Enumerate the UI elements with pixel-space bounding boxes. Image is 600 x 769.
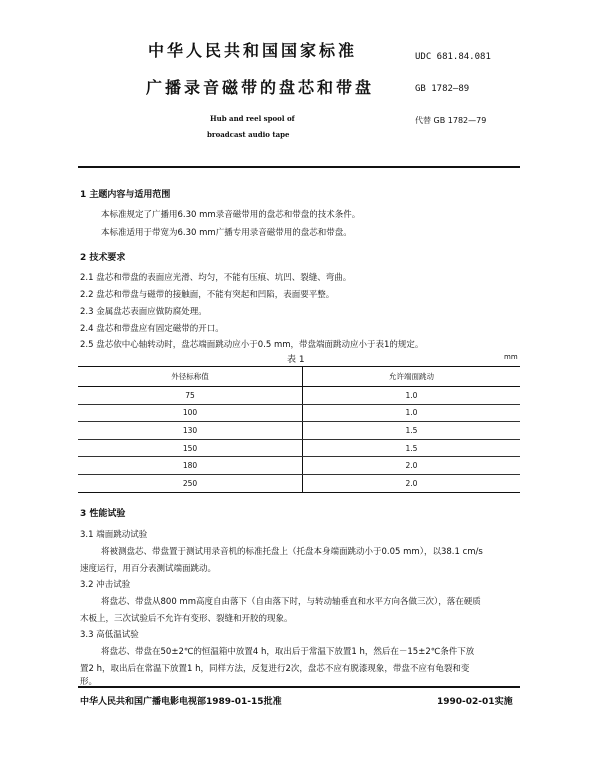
table-cell-runout: 2.0 (303, 474, 521, 492)
implementation-date: 1990-02-01实施 (437, 697, 513, 707)
clause-3-3-title: 3.3 高低温试验 (80, 630, 139, 640)
document-title: 广播录音磁带的盘芯和带盘 (146, 78, 375, 97)
udc-code: UDC 681.84.081 (415, 52, 491, 62)
table-cell-runout: 1.5 (303, 422, 521, 440)
table-cell-diameter: 100 (78, 404, 303, 422)
table-1-caption: 表 1 (287, 355, 305, 365)
clause-3-3-line-2: 置2 h，取出后在常温下放置1 h，同样方法，反复进行2次，盘芯不应有脱漆现象，带盘不应有龟裂和变 (80, 664, 470, 674)
clause-2-5: 2.5 盘芯依中心轴转动时，盘芯端面跳动应小于0.5 mm，带盘端面跳动应小于表1的规定。 (80, 340, 424, 350)
table-cell-diameter: 150 (78, 439, 303, 457)
clause-3-1-line-2: 速度运行，用百分表测试端面跳动。 (80, 564, 217, 574)
section-3-heading: 3 性能试验 (80, 509, 126, 519)
english-title-line2: broadcast audio tape (207, 130, 290, 139)
national-standard-heading: 中华人民共和国国家标准 (148, 41, 358, 60)
table-header-runout: 允许端面跳动 (303, 367, 521, 387)
section-2-heading: 2 技术要求 (80, 253, 126, 263)
table-header-row (78, 367, 520, 387)
table-header-outer-diameter: 外径标称值 (78, 367, 303, 387)
table-1 (78, 366, 520, 493)
table-1-unit: mm (504, 353, 518, 361)
table-cell-runout: 1.0 (303, 387, 521, 405)
table-row (78, 404, 520, 422)
clause-3-2-line-1: 将盘芯、带盘从800 mm高度自由落下（自由落下时，与转动轴垂直和水平方向各做三次），落在硬质 (101, 597, 481, 607)
english-title-line1: Hub and reel spool of (210, 114, 295, 123)
table-cell-diameter: 130 (78, 422, 303, 440)
header-divider (78, 166, 520, 168)
table-row (78, 422, 520, 440)
replaces-standard: 代替 GB 1782—79 (415, 116, 487, 125)
clause-3-1-line-1: 将被测盘芯、带盘置于测试用录音机的标准托盘上（托盘本身端面跳动小于0.05 mm），以38.1 cm/s (101, 547, 483, 557)
table-row (78, 439, 520, 457)
clause-3-2-title: 3.2 冲击试验 (80, 580, 131, 590)
table-cell-diameter: 250 (78, 474, 303, 492)
section-1-heading: 1 主题内容与适用范围 (80, 190, 171, 200)
clause-3-1-title: 3.1 端面跳动试验 (80, 530, 148, 540)
table-cell-runout: 2.0 (303, 457, 521, 475)
table-row (78, 474, 520, 492)
clause-2-2: 2.2 盘芯和带盘与磁带的接触面，不能有突起和凹陷，表面要平整。 (80, 290, 335, 300)
table-cell-diameter: 75 (78, 387, 303, 405)
table-cell-runout: 1.0 (303, 404, 521, 422)
section-1-paragraph-1: 本标准规定了广播用6.30 mm录音磁带用的盘芯和带盘的技术条件。 (101, 210, 361, 220)
clause-2-4: 2.4 盘芯和带盘应有固定磁带的开口。 (80, 324, 224, 334)
section-1-paragraph-2: 本标准适用于带宽为6.30 mm广播专用录音磁带用的盘芯和带盘。 (101, 228, 352, 238)
table-row (78, 457, 520, 475)
clause-3-2-line-2: 木板上，三次试验后不允许有变形、裂缝和开胶的现象。 (80, 614, 293, 624)
table-row (78, 387, 520, 405)
table-cell-runout: 1.5 (303, 439, 521, 457)
clause-2-3: 2.3 金属盘芯表面应做防腐处理。 (80, 307, 207, 317)
gb-number: GB 1782—89 (415, 84, 470, 94)
clause-3-3-line-3: 形。 (80, 677, 98, 687)
clause-3-3-line-1: 将盘芯、带盘在50±2℃的恒温箱中放置4 h，取出后于常温下放置1 h，然后在－15±2℃条件下放 (101, 647, 475, 657)
approval-line: 中华人民共和国广播电影电视部1989-01-15批准 (80, 697, 282, 707)
footer-divider (78, 686, 520, 688)
table-cell-diameter: 180 (78, 457, 303, 475)
clause-2-1: 2.1 盘芯和带盘的表面应光滑、均匀，不能有压痕、坑凹、裂缝、弯曲。 (80, 273, 352, 283)
